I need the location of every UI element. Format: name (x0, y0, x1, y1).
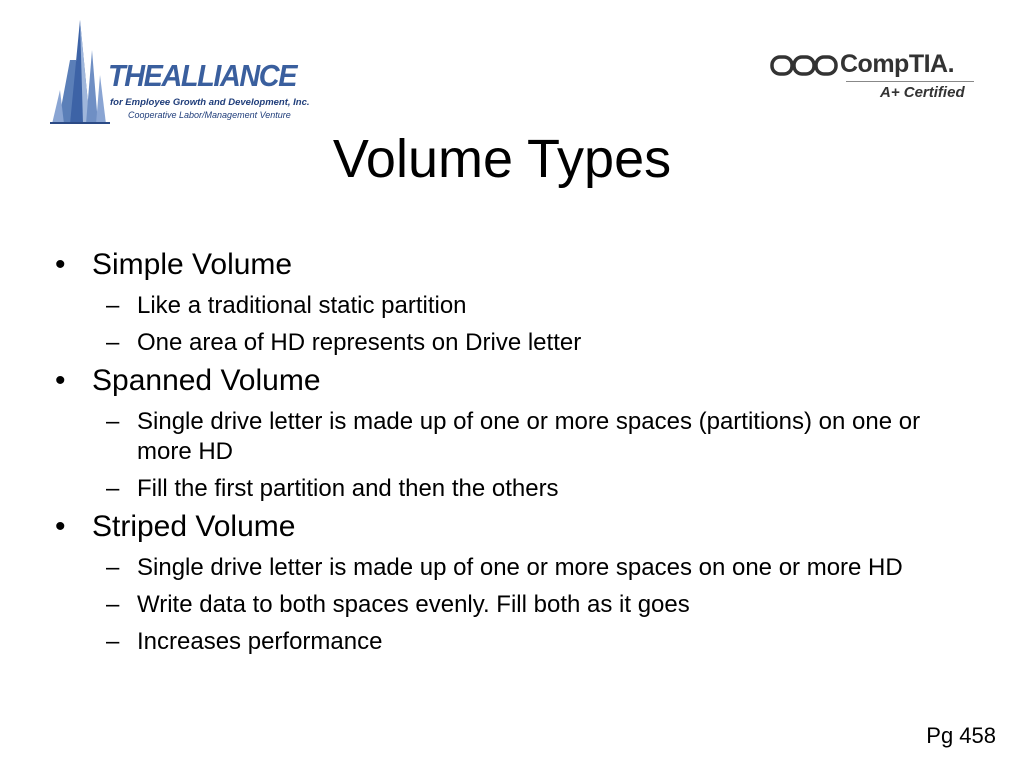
sub-bullet-text: One area of HD represents on Drive letter (137, 329, 582, 356)
sub-bullet-item (52, 407, 952, 467)
skyscraper-logo-icon (50, 20, 110, 124)
bullet-marker: • (55, 364, 66, 397)
sub-bullet-text: Like a traditional static partition (137, 292, 467, 319)
bullet-label: Striped Volume (92, 510, 296, 543)
sub-bullet-item (52, 590, 952, 620)
comptia-certification: A+ Certified (880, 84, 965, 101)
sub-bullet-marker: – (106, 475, 120, 502)
sub-bullet-text: Increases performance (137, 628, 383, 655)
sub-bullet-text: Single drive letter is made up of one or more spaces (partitions) on one or more HD (137, 408, 921, 465)
sub-bullet-item (52, 328, 952, 358)
sub-bullet-list (92, 553, 952, 657)
alliance-subtitle: Cooperative Labor/Management Venture (128, 110, 291, 120)
bullet-marker: • (55, 248, 66, 281)
bullet-item (52, 508, 952, 657)
bullet-list (52, 242, 952, 657)
sub-bullet-text: Single drive letter is made up of one or more spaces on one or more HD (137, 554, 903, 581)
comptia-divider (846, 81, 974, 82)
sub-bullet-item (52, 474, 952, 504)
comptia-name: CompTIA. (840, 50, 955, 78)
alliance-name: THEALLIANCE (108, 58, 297, 93)
sub-bullet-marker: – (106, 329, 120, 356)
sub-bullet-item (52, 291, 952, 321)
alliance-tagline: for Employee Growth and Development, Inc. (110, 97, 310, 108)
sub-bullet-marker: – (106, 628, 120, 655)
bullet-item (52, 246, 952, 358)
sub-bullet-marker: – (106, 408, 120, 435)
comptia-rings-icon (770, 54, 840, 78)
sub-bullet-marker: – (106, 591, 120, 618)
slide-title: Volume Types (332, 129, 672, 189)
bullet-label: Spanned Volume (92, 364, 321, 397)
bullet-item (52, 362, 952, 504)
sub-bullet-item (52, 553, 952, 583)
sub-bullet-text: Fill the first partition and then the others (137, 475, 559, 502)
sub-bullet-text: Write data to both spaces evenly. Fill both as it goes (137, 591, 690, 618)
comptia-logo (766, 44, 986, 112)
sub-bullet-marker: – (106, 292, 120, 319)
sub-bullet-item (52, 627, 952, 657)
sub-bullet-list (92, 291, 952, 358)
bullet-marker: • (55, 510, 66, 543)
sub-bullet-list (92, 407, 952, 504)
alliance-logo (48, 18, 308, 126)
page-number: Pg 458 (926, 723, 996, 748)
bullet-label: Simple Volume (92, 248, 293, 281)
sub-bullet-marker: – (106, 554, 120, 581)
